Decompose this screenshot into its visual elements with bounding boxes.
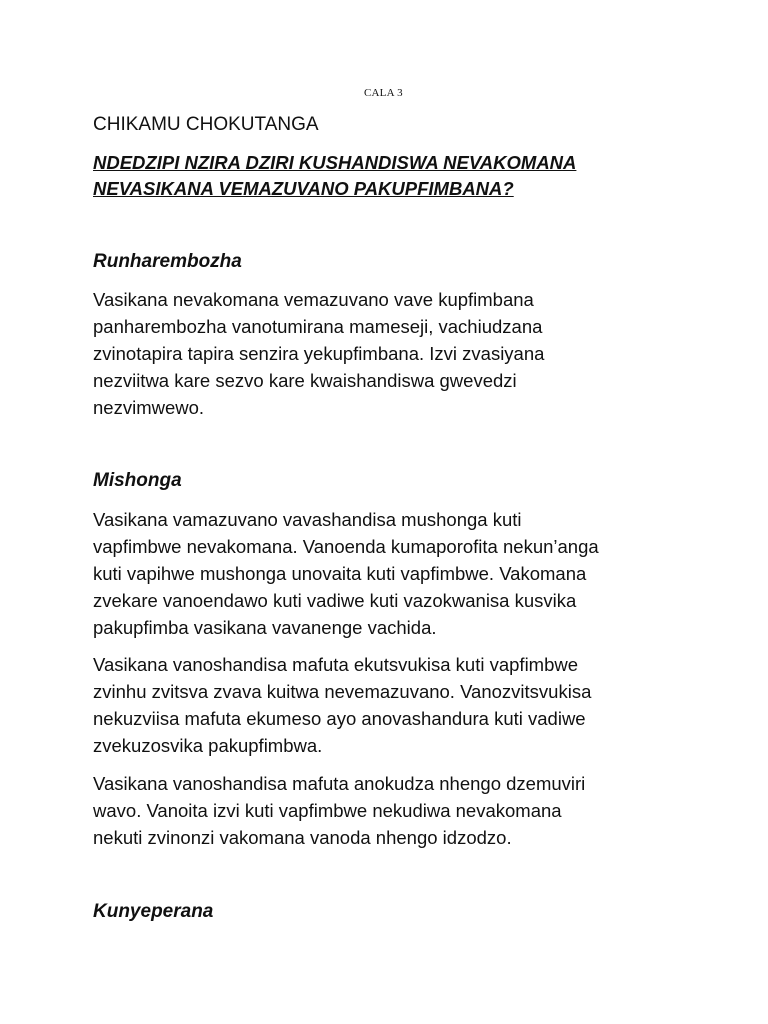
sub-heading-mishonga: Mishonga [93,470,182,491]
question-line: NEVASIKANA VEMAZUVANO PAKUPFIMBANA? [93,178,514,199]
section-title: CHIKAMU CHOKUTANGA [93,114,319,135]
paragraph-line: Vasikana vanoshandisa mafuta ekutsvukisa kuti vapfimbwe [93,654,579,675]
sub-heading-kunyeperana: Kunyeperana [93,901,214,922]
paragraph-line: Vasikana vamazuvano vavashandisa mushonga kuti [93,509,522,530]
main-question [93,150,693,202]
sub-heading-runharembozha: Runharembozha [93,251,242,272]
paragraph-line: wavo. Vanoita izvi kuti vapfimbwe nekudiwa nevakomana [93,800,562,821]
paragraph-line: nekuzviisa mafuta ekumeso ayo anovashandura kuti vadiwe [93,708,586,729]
question-line: NDEDZIPI NZIRA DZIRI KUSHANDISWA NEVAKOMANA [93,152,577,173]
paragraph-line: vapfimbwe nevakomana. Vanoenda kumaporofita nekun’anga [93,536,599,557]
paragraph-line: nezviitwa kare sezvo kare kwaishandiswa gwevedzi [93,370,517,391]
paragraph-line: zvekuzosvika pakupfimbwa. [93,735,323,756]
paragraph-line: zvinotapira tapira senzira yekupfimbana. Izvi zvasiyana [93,343,545,364]
paragraph-line: panharembozha vanotumirana mameseji, vachiudzana [93,316,543,337]
paragraph-line: zvinhu zvitsva zvava kuitwa nevemazuvano. Vanozvitsvukisa [93,681,592,702]
paragraph-line: nezvimwewo. [93,397,205,418]
paragraph-line: zvekare vanoendawo kuti vadiwe kuti vazokwanisa kusvika [93,590,577,611]
paragraph [93,651,683,759]
paragraph-line: Vasikana vanoshandisa mafuta anokudza nhengo dzemuviri [93,773,586,794]
paragraph-line: pakupfimba vasikana vavanenge vachida. [93,617,437,638]
paragraph [93,286,683,421]
paragraph [93,506,683,641]
paragraph-line: kuti vapihwe mushonga unovaita kuti vapfimbwe. Vakomana [93,563,587,584]
page-header-label: CALA 3 [364,87,403,99]
paragraph-line: nekuti zvinonzi vakomana vanoda nhengo idzodzo. [93,827,512,848]
paragraph [93,770,683,851]
paragraph-line: Vasikana nevakomana vemazuvano vave kupfimbana [93,289,534,310]
